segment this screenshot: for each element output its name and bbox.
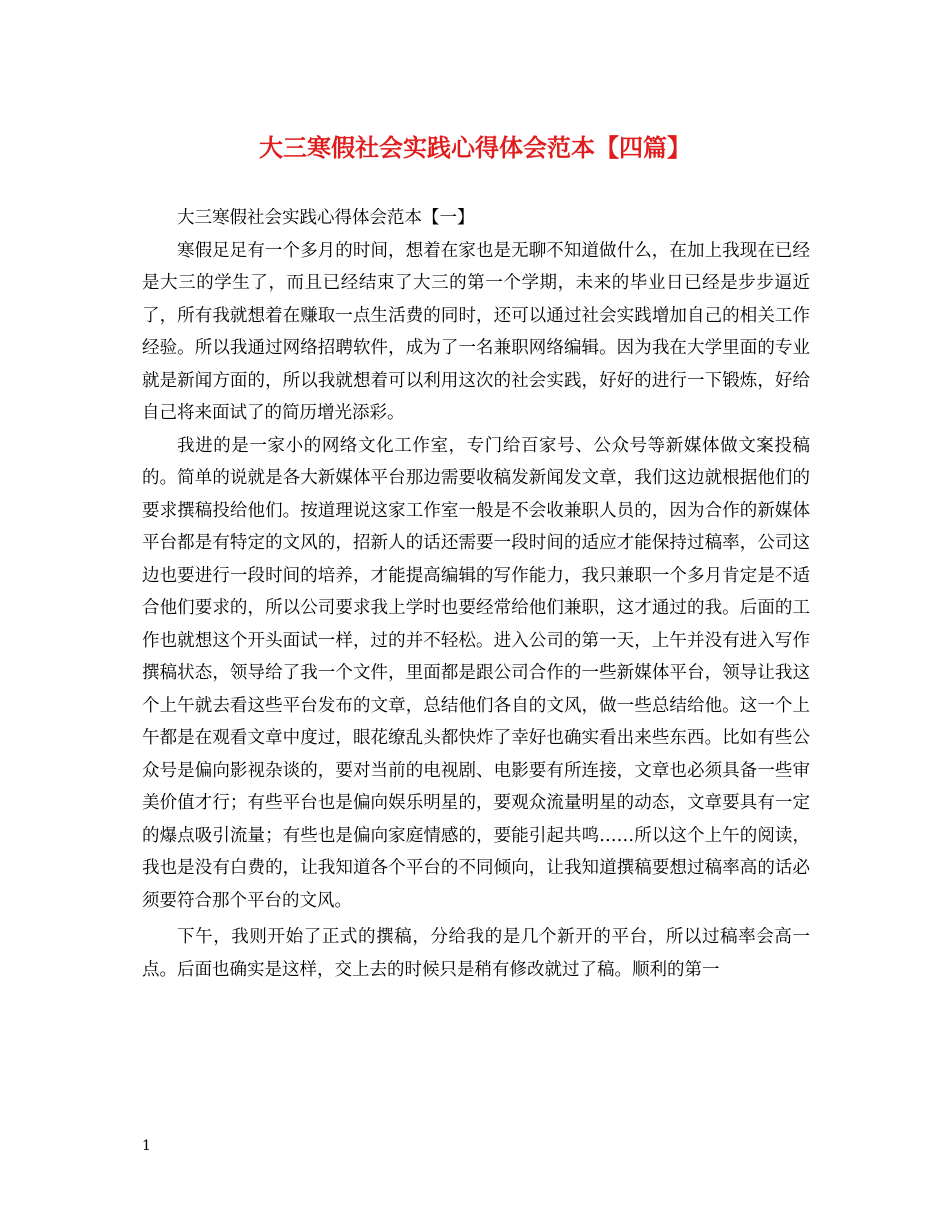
page-number: 1 [142,1138,151,1154]
paragraph-2: 我进的是一家小的网络文化工作室，专门给百家号、公众号等新媒体做文案投稿的。简单的说就是各大新媒体平台那边需要收稿发新闻发文章，我们这边就根据他们的要求撰稿投给他们。按道理说这家工作室一般是不会收兼职人员的，因为合作的新媒体平台都是有特定的文风的，招新人的话还需要一段时间的适应才能保持过稿率，公司这边也要进行一段时间的培养，才能提高编辑的写作能力，我只兼职一个多月肯定是不适合他们要求的，所以公司要求我上学时也要经常给他们兼职，这才通过的我。后面的工作也就想这个开头面试一样，过的并不轻松。进入公司的第一天，上午并没有进入写作撰稿状态，领导给了我一个文件，里面都是跟公司合作的一些新媒体平台，领导让我这个上午就去看这些平台发布的文章，总结他们各自的文风，做一些总结给他。这一个上午都是在观看文章中度过，眼花缭乱头都快炸了幸好也确实看出来些东西。比如有些公众号是偏向影视杂谈的，要对当前的电视剧、电影要有所连接，文章也必须具备一些审美价值才行；有些平台也是偏向娱乐明星的，要观众流量明星的动态，文章要具有一定的爆点吸引流量；有些也是偏向家庭情感的，要能引起共鸣……所以这个上午的阅读，我也是没有白费的，让我知道各个平台的不同倾向，让我知道撰稿要想过稿率高的话必须要符合那个平台的文风。 [142,435,810,911]
document-body [142,202,810,986]
paragraph-1: 寒假足足有一个多月的时间，想着在家也是无聊不知道做什么，在加上我现在已经是大三的学生了，而且已经结束了大三的第一个学期，未来的毕业日已经是步步逼近了，所有我就想着在赚取一点生活费的同时，还可以通过社会实践增加自己的相关工作经验。所以我通过网络招聘软件，成为了一名兼职网络编辑。因为我在大学里面的专业就是新闻方面的，所以我就想着可以利用这次的社会实践，好好的进行一下锻炼，好给自己将来面试了的简历增光添彩。 [142,240,810,423]
document-title: 大三寒假社会实践心得体会范本【四篇】 [259,133,691,162]
paragraph-3: 下午，我则开始了正式的撰稿，分给我的是几个新开的平台，所以过稿率会高一点。后面也确实是这样，交上去的时候只是稍有修改就过了稿。顺利的第一 [142,927,810,980]
section-heading: 大三寒假社会实践心得体会范本【一】 [177,208,475,228]
